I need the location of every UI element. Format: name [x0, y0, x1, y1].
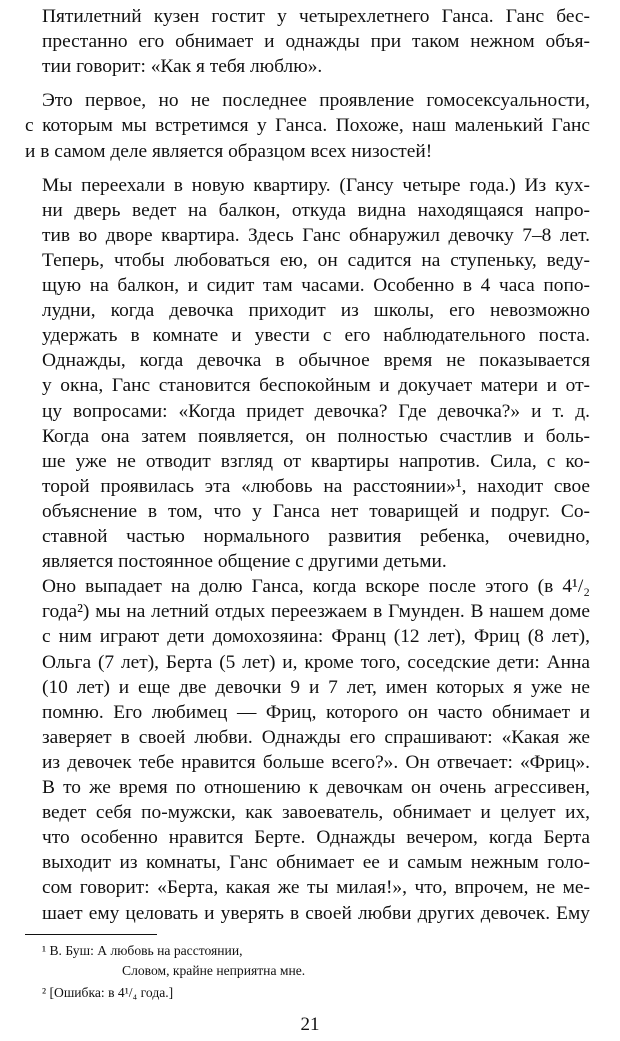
text-line: является постоянное общение с другими детьми. [42, 551, 447, 573]
text-line: удержать в комнате и увести с его наблюдательного поста. [42, 325, 590, 347]
text-line: щую на балкон, и сидит там часами. Особенно в 4 часа попо- [42, 275, 590, 296]
text-line: ни дверь ведет на балкон, откуда видна находящаяся напро- [42, 199, 590, 221]
text-line: выходит из комнаты, Ганс обнимает ее и самым нежным голо- [42, 852, 590, 874]
text-line: с которым мы встретимся у Ганса. Похоже, наш маленький Ганс [25, 115, 590, 137]
text-line: Ольга (7 лет), Берта (5 лет) и, кроме того, соседские дети: Анна [42, 651, 590, 673]
footnote-1-continuation: Словом, крайне неприятна мне. [122, 963, 306, 978]
text-line: объяснение в том, что у Ганса нет товарищей и подруг. Со- [42, 500, 590, 522]
text-line: и в самом деле является образцом всех низостей! [25, 140, 433, 162]
text-line: Это первое, но не последнее проявление гомосексуальности, [42, 90, 590, 112]
text-line: ше уже не отводит взгляд от квартиры напротив. Сила, с ко- [42, 450, 590, 472]
text-line: Пятилетний кузен гостит у четырехлетнего Ганса. Ганс бес- [42, 6, 590, 27]
text-line: что особенно нравится Берте. Однажды вечером, когда Берта [42, 827, 590, 849]
text-line: ставной частью нормального развития ребенка, очевидно, [42, 526, 590, 547]
text-line: лудни, когда девочка приходит из школы, его невозможно [42, 300, 590, 322]
text-line: тив во дворе квартира. Здесь Ганс обнаружил девочку 7–8 лет. [42, 224, 590, 246]
text-line: из девочек тебе нравится больше всего?». Он отвечает: «Фриц». [42, 751, 590, 773]
text-line: В то же время по отношению к девочкам он очень агрессивен, [42, 777, 590, 798]
page-number: 21 [300, 1014, 320, 1035]
footnote-2: ² [Ошибка: в 4¹/₄ года.] [42, 985, 174, 1000]
text-line: торой проявилась эта «любовь на расстоянии»¹, находит свое [42, 475, 590, 497]
text-line: Оно выпадает на долю Ганса, когда вскоре после этого (в 4¹/₂ [42, 576, 590, 598]
footnote-1: ¹ В. Буш: А любовь на расстоянии, [42, 943, 243, 958]
text-line: ведет себя по-мужски, как завоеватель, обнимает и целует их, [42, 802, 590, 824]
text-line: престанно его обнимает и однажды при таком нежном объя- [42, 31, 590, 53]
text-line: шает ему целовать и уверять в своей любви других девочек. Ему [42, 902, 590, 924]
text-line: Теперь, чтобы любоваться ею, он садится на ступеньку, веду- [42, 249, 590, 271]
text-line: года²) мы на летний отдых переезжаем в Гмунден. В нашем доме [42, 601, 590, 623]
text-line: Мы переехали в новую квартиру. (Гансу четыре года.) Из кух- [42, 174, 590, 196]
footnote-rule [25, 934, 157, 935]
text-line: тии говорит: «Как я тебя люблю». [42, 56, 323, 78]
text-line: сом говорит: «Берта, какая же ты милая!», что, впрочем, не ме- [42, 877, 590, 899]
text-line: заверяет в своей любви. Однажды его спрашивают: «Какая же [42, 726, 590, 748]
text-line: Когда она затем появляется, он полностью счастлив и боль- [42, 425, 590, 447]
text-line: у окна, Ганс становится беспокойным и докучает матери и от- [42, 375, 590, 397]
text-line: Однажды, когда девочка в обычное время не показывается [42, 350, 590, 372]
text-line: помню. Его любимец — Фриц, которого он часто обнимает и [42, 701, 590, 723]
text-line: с ним играют дети домохозяина: Франц (12 лет), Фриц (8 лет), [42, 626, 590, 648]
text-line: (10 лет) и еще две девочки 9 и 7 лет, имен которых я уже не [42, 676, 590, 698]
text-line: цу вопросами: «Когда придет девочка? Где девочка?» и т. д. [42, 400, 590, 422]
